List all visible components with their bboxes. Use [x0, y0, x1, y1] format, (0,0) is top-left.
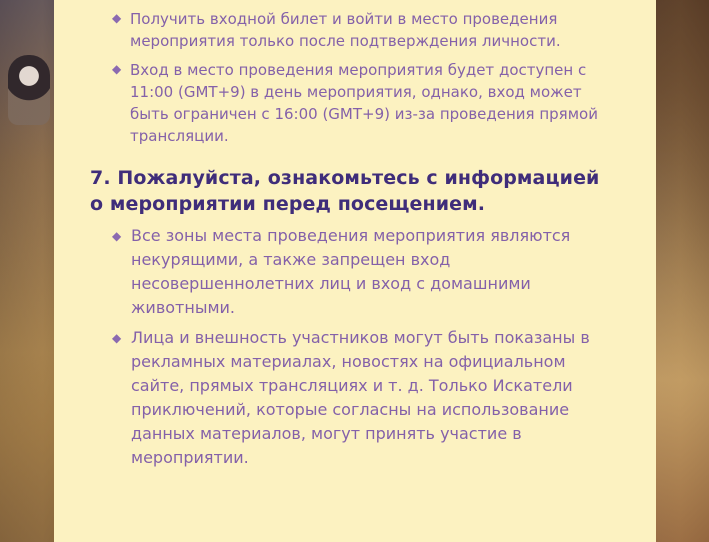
- list-item-text: Лица и внешность участников могут быть показаны в рекламных материалах, новостях на официальном сайте, прямых трансляциях и т. д. Только Искатели приключений, которые согласны на использование данных материалов, могут принять участие в мероприятии.: [131, 328, 590, 467]
- left-background-artwork: [0, 0, 54, 542]
- diamond-icon: ◆: [112, 229, 122, 243]
- character-artwork: [8, 55, 50, 125]
- list-item: [90, 326, 610, 470]
- right-background-artwork: [656, 0, 709, 542]
- top-bullet-list: [90, 8, 610, 147]
- list-item: [90, 224, 610, 320]
- list-item-text: Все зоны места проведения мероприятия являются некурящими, а также запрещен вход несовершеннолетних лиц и вход с домашними животными.: [131, 226, 571, 317]
- diamond-icon: ◆: [112, 62, 122, 76]
- list-item: [90, 59, 610, 147]
- section-bullet-list: [90, 224, 610, 470]
- list-item-text: Вход в место проведения мероприятия будет доступен с 11:00 (GMT+9) в день мероприятия, однако, вход может быть ограничен с 16:00 (GMT+9) из-за проведения прямой трансляции.: [130, 61, 598, 145]
- section-heading: 7. Пожалуйста, ознакомьтесь с информацией о мероприятии перед посещением.: [90, 167, 600, 215]
- diamond-icon: ◆: [112, 331, 122, 345]
- content-body: [90, 8, 610, 476]
- list-item-text: Получить входной билет и войти в место проведения мероприятия только после подтверждения личности.: [130, 10, 561, 50]
- diamond-icon: ◆: [112, 11, 122, 25]
- list-item: [90, 8, 610, 52]
- content-panel: [54, 0, 656, 542]
